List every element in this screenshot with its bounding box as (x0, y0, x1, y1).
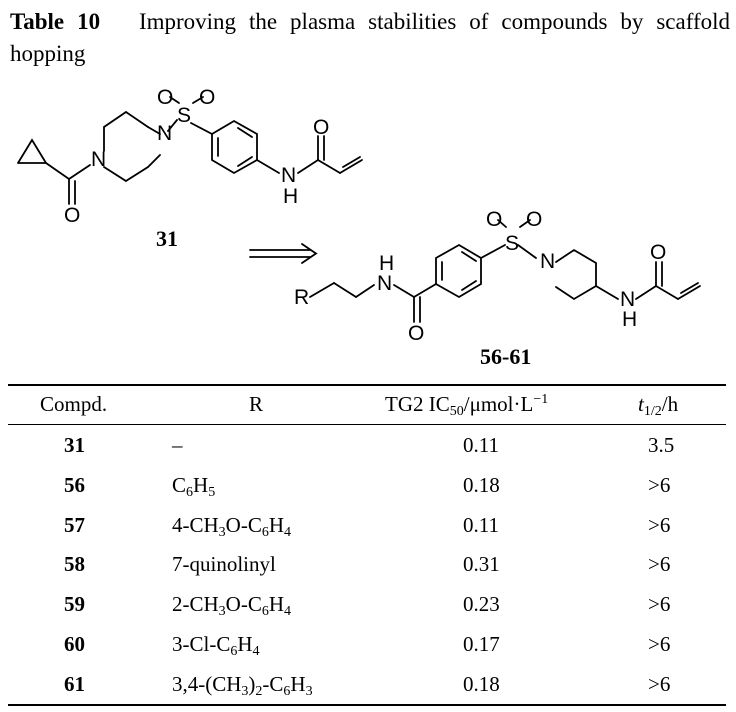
table-label: Table 10 (10, 9, 101, 34)
atom-h6: H (622, 308, 638, 331)
header-compd: Compd. (40, 392, 108, 416)
atom-h4: H (379, 252, 395, 275)
atom-n1: N (157, 122, 173, 145)
cell-r: $3,4-(CH_3)_2-C_6H_3$ (172, 672, 313, 699)
compound-label-56-61: 56-61 (480, 344, 532, 369)
cell-ic50: 0.23 (463, 592, 500, 616)
atom-o2: O (199, 86, 216, 109)
atom-o3: O (64, 204, 81, 227)
reaction-scheme (0, 80, 736, 380)
compound-label-31: 31 (156, 226, 178, 251)
atom-n2: N (91, 148, 107, 171)
header-ic50: TG2 $IC_{50}/\mu mol\cdot L^{-1}$ (385, 392, 549, 419)
table-header-rule (8, 424, 726, 425)
atom-n6: N (620, 288, 636, 311)
cell-compd: 59 (64, 592, 85, 616)
cell-ic50: 0.17 (463, 632, 500, 656)
cell-r: 7-quinolinyl (172, 552, 276, 576)
cell-t-half: >6 (648, 592, 671, 616)
cell-r: $2-CH_3O-C_6H_4$ (172, 592, 292, 619)
piperidine-ring (556, 250, 596, 299)
cell-t-half: >6 (648, 513, 671, 537)
piperazine-ring (104, 112, 148, 151)
cell-compd: 56 (64, 473, 85, 497)
cell-ic50: 0.18 (463, 473, 500, 497)
cell-t-half: >6 (648, 473, 671, 497)
table-title: Improving the plasma stabilities of compounds by scaffold hopping (10, 9, 731, 66)
atom-o5: O (408, 322, 425, 345)
cell-r: $4-CH_3O-C_6H_4$ (172, 513, 292, 540)
atom-r: R (294, 286, 310, 309)
cell-t-half: >6 (648, 672, 671, 696)
table-row (0, 632, 736, 662)
atom-o4: O (313, 116, 330, 139)
header-t-half: $t_{1/2}/h$ (638, 392, 679, 419)
cell-ic50: 0.11 (463, 433, 499, 457)
cell-r: – (172, 433, 183, 457)
cell-ic50: 0.18 (463, 672, 500, 696)
table-row (0, 433, 736, 463)
cell-t-half: 3.5 (648, 433, 675, 457)
atom-s2: S (505, 232, 520, 255)
atom-n3: N (281, 164, 297, 187)
cell-compd: 58 (64, 552, 85, 576)
cell-r: $C_6H_5$ (172, 473, 216, 500)
table-caption (10, 6, 730, 70)
cell-compd: 31 (64, 433, 85, 457)
atom-n5: N (540, 250, 556, 273)
header-r: R (249, 392, 264, 416)
cyclopropyl-ring (18, 140, 46, 163)
cell-r: $3-Cl-C_6H_4$ (172, 632, 260, 659)
table-row (0, 473, 736, 503)
atom-o6: O (486, 208, 503, 231)
cell-compd: 61 (64, 672, 85, 696)
table-row (0, 513, 736, 543)
atom-h3: H (283, 185, 299, 208)
atom-o1: O (157, 86, 174, 109)
cell-compd: 57 (64, 513, 85, 537)
atom-o8: O (650, 241, 667, 264)
cell-compd: 60 (64, 632, 85, 656)
table-row (0, 672, 736, 702)
atom-s1: S (177, 104, 192, 127)
cell-t-half: >6 (648, 632, 671, 656)
table-top-rule (8, 384, 726, 386)
cell-ic50: 0.31 (463, 552, 500, 576)
cell-ic50: 0.11 (463, 513, 499, 537)
cell-t-half: >6 (648, 552, 671, 576)
table-row (0, 552, 736, 582)
atom-n4: N (377, 272, 393, 295)
table-row (0, 592, 736, 622)
atom-o7: O (526, 208, 543, 231)
table-bottom-rule (8, 704, 726, 706)
